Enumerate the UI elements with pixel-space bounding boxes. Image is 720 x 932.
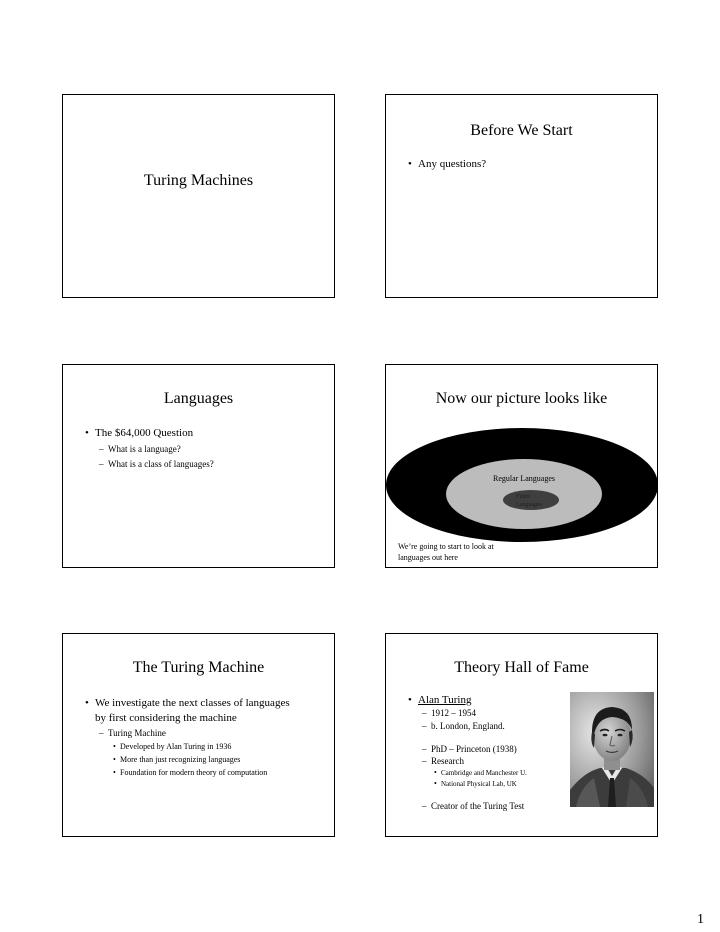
finite-languages-label-line2: Languages [516,502,542,508]
sub-bullet-item [99,458,214,470]
dash-marker: – [99,728,104,738]
bullet-item [408,693,472,707]
sub-sub-bullet-item [434,779,517,789]
bullet-marker: • [408,694,412,706]
sub-bullet-text: What is a class of languages? [108,459,214,469]
bullet-marker: • [113,768,116,777]
alan-turing-portrait [570,692,654,807]
language-classes-diagram [386,365,658,568]
dash-marker: – [422,744,427,754]
bullet-marker: • [85,427,89,439]
sub-sub-bullet-text: Foundation for modern theory of computation [120,768,268,777]
bullet-item [85,696,290,710]
slide-languages [62,364,335,568]
slide-title: Theory Hall of Fame [454,659,589,676]
dash-marker: – [99,444,104,454]
slide-theory-hall-of-fame [385,633,658,837]
caption-line: We’re going to start to look at [398,542,494,551]
sub-bullet-item [422,743,517,755]
slide-before-we-start [385,94,658,298]
sub-bullet-text: 1912 – 1954 [431,708,476,718]
slide-title: Languages [163,390,234,407]
bullet-marker: • [434,779,437,788]
bullet-marker: • [408,158,412,170]
sub-bullet-item [99,727,166,739]
sub-bullet-text: Creator of the Turing Test [431,801,525,811]
dash-marker: – [99,459,104,469]
slide-picture-diagram [385,364,658,568]
sub-sub-bullet-text: Cambridge and Manchester U. [441,769,527,777]
sub-sub-bullet-text: More than just recognizing languages [120,755,241,764]
diagram-caption [398,541,494,563]
bullet-marker: • [113,755,116,764]
dash-marker: – [422,756,427,766]
sub-sub-bullet-item [434,768,527,778]
dash-marker: – [422,801,427,811]
bullet-item [85,426,193,440]
bullet-marker: • [113,742,116,751]
sub-sub-bullet-item [113,742,231,752]
sub-sub-bullet-item [113,768,267,778]
slide-title: Before We Start [470,122,573,139]
bullet-text: The $64,000 Question [95,427,194,439]
bullet-text: Any questions? [418,158,487,170]
sub-sub-bullet-text: National Physical Lab, UK [441,780,517,788]
sub-bullet-item [99,443,181,455]
dash-marker: – [422,708,427,718]
sub-bullet-text: Research [431,756,464,766]
sub-bullet-text: PhD – Princeton (1938) [431,744,517,754]
page-number: 1 [697,912,704,927]
sub-sub-bullet-text: Developed by Alan Turing in 1936 [120,742,232,751]
slide-title: The Turing Machine [132,659,265,676]
bullet-text: We investigate the next classes of languages [95,697,290,709]
sub-bullet-text: b. London, England. [431,721,505,731]
slide-turing-machines [62,94,335,298]
slide-title: Turing Machines [143,172,254,189]
sub-bullet-item [422,707,476,719]
bullet-marker: • [434,768,437,777]
sub-bullet-item [422,720,505,732]
sub-bullet-item [422,800,524,812]
bullet-item [408,157,486,171]
dash-marker: – [422,721,427,731]
sub-bullet-item [422,755,464,767]
sub-bullet-text: What is a language? [108,444,181,454]
sub-sub-bullet-item [113,755,240,765]
sub-bullet-text: Turing Machine [108,728,166,738]
bullet-marker: • [85,697,89,709]
finite-languages-label-line1: Finite [516,494,531,500]
caption-line: languages out here [398,553,458,562]
bullet-text: by first considering the machine [95,712,237,724]
regular-languages-label: Regular Languages [493,474,555,483]
slide-title: Now our picture looks like [435,390,608,407]
bullet-continuation [95,711,237,725]
slide-the-turing-machine [62,633,335,837]
bullet-text: Alan Turing [418,694,472,706]
